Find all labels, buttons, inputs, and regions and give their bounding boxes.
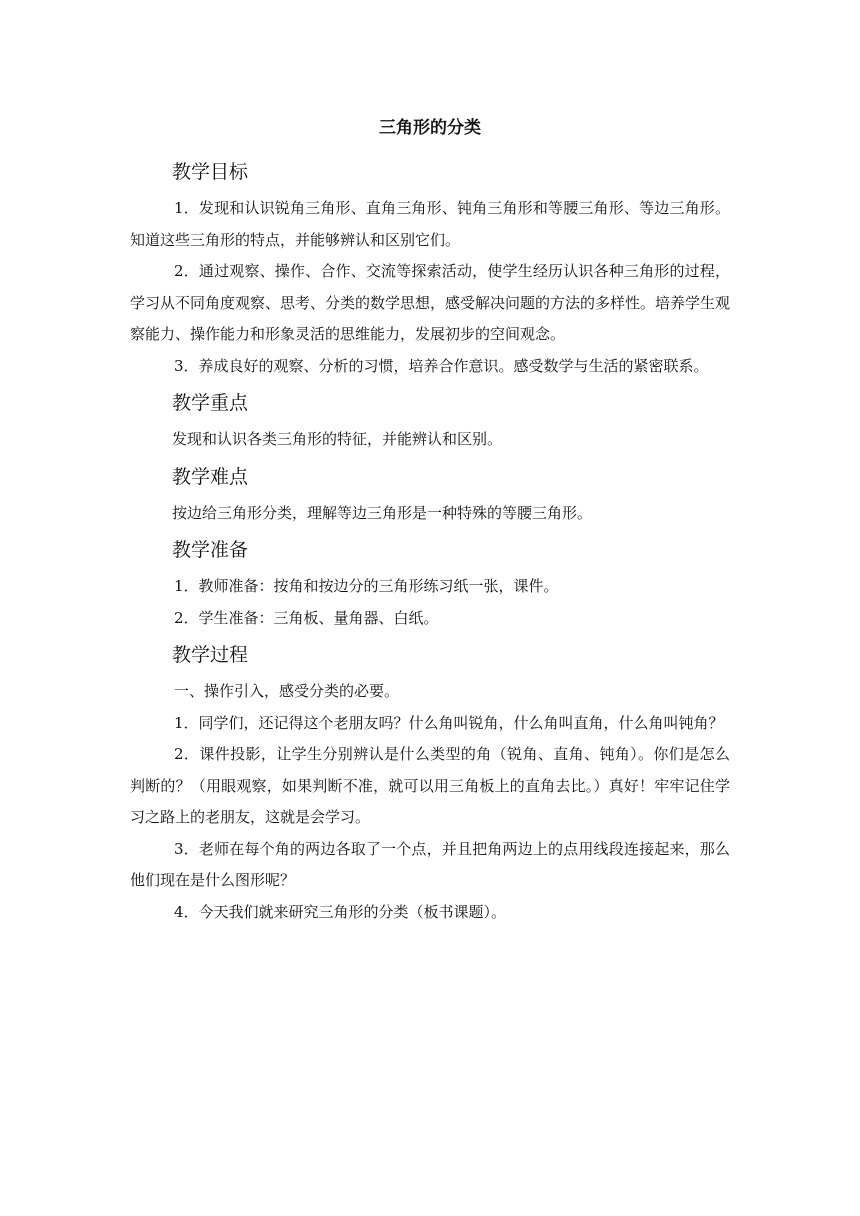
section-heading-goals: 教学目标 [172, 161, 249, 183]
process-item-3: 3．老师在每个角的两边各取了一个点，并且把角两边上的点用线段连接起来，那么他们现在是什么图形呢？ [130, 839, 730, 889]
section-heading-preparation: 教学准备 [172, 539, 249, 561]
key-points-text: 发现和认识各类三角形的特征，并能辨认和区别。 [172, 430, 503, 448]
process-item-4: 4．今天我们就来研究三角形的分类（板书课题）。 [174, 902, 507, 921]
process-item-2: 2．课件投影，让学生分别辨认是什么类型的角（锐角、直角、钝角）。你们是怎么判断的？（用眼观察，如果判断不准，就可以用三角板上的直角去比。）真好！牢牢记住学习之路上的老朋友，这就是会学习。 [130, 745, 730, 826]
section-heading-difficulties: 教学难点 [172, 465, 249, 488]
section-heading-key-points: 教学重点 [172, 392, 249, 414]
process-intro: 一、操作引入，感受分类的必要。 [174, 682, 400, 700]
difficulties-text: 按边给三角形分类，理解等边三角形是一种特殊的等腰三角形。 [172, 503, 593, 522]
document-title: 三角形的分类 [379, 118, 481, 138]
goal-item-2: 2．通过观察、操作、合作、交流等探索活动，使学生经历认识各种三角形的过程，学习从不同角度观察、思考、分类的数学思想，感受解决问题的方法的多样性。培养学生观察能力、操作能力和形象灵活的思维能力，发展初步的空间观念。 [130, 262, 731, 343]
goal-item-3: 3．养成良好的观察、分析的习惯，培养合作意识。感受数学与生活的紧密联系。 [174, 356, 709, 375]
preparation-item-1: 1．教师准备：按角和按边分的三角形练习纸一张，课件。 [174, 577, 559, 595]
section-heading-process: 教学过程 [172, 644, 249, 666]
goal-item-1: 1．发现和认识锐角三角形、直角三角形、钝角三角形和等腰三角形、等边三角形。知道这些三角形的特点，并能够辨认和区别它们。 [130, 199, 730, 249]
document-body [130, 157, 730, 928]
preparation-item-2: 2．学生准备：三角板、量角器、白纸。 [174, 608, 439, 627]
process-item-1: 1．同学们，还记得这个老朋友吗？什么角叫锐角，什么角叫直角，什么角叫钝角？ [174, 713, 724, 732]
